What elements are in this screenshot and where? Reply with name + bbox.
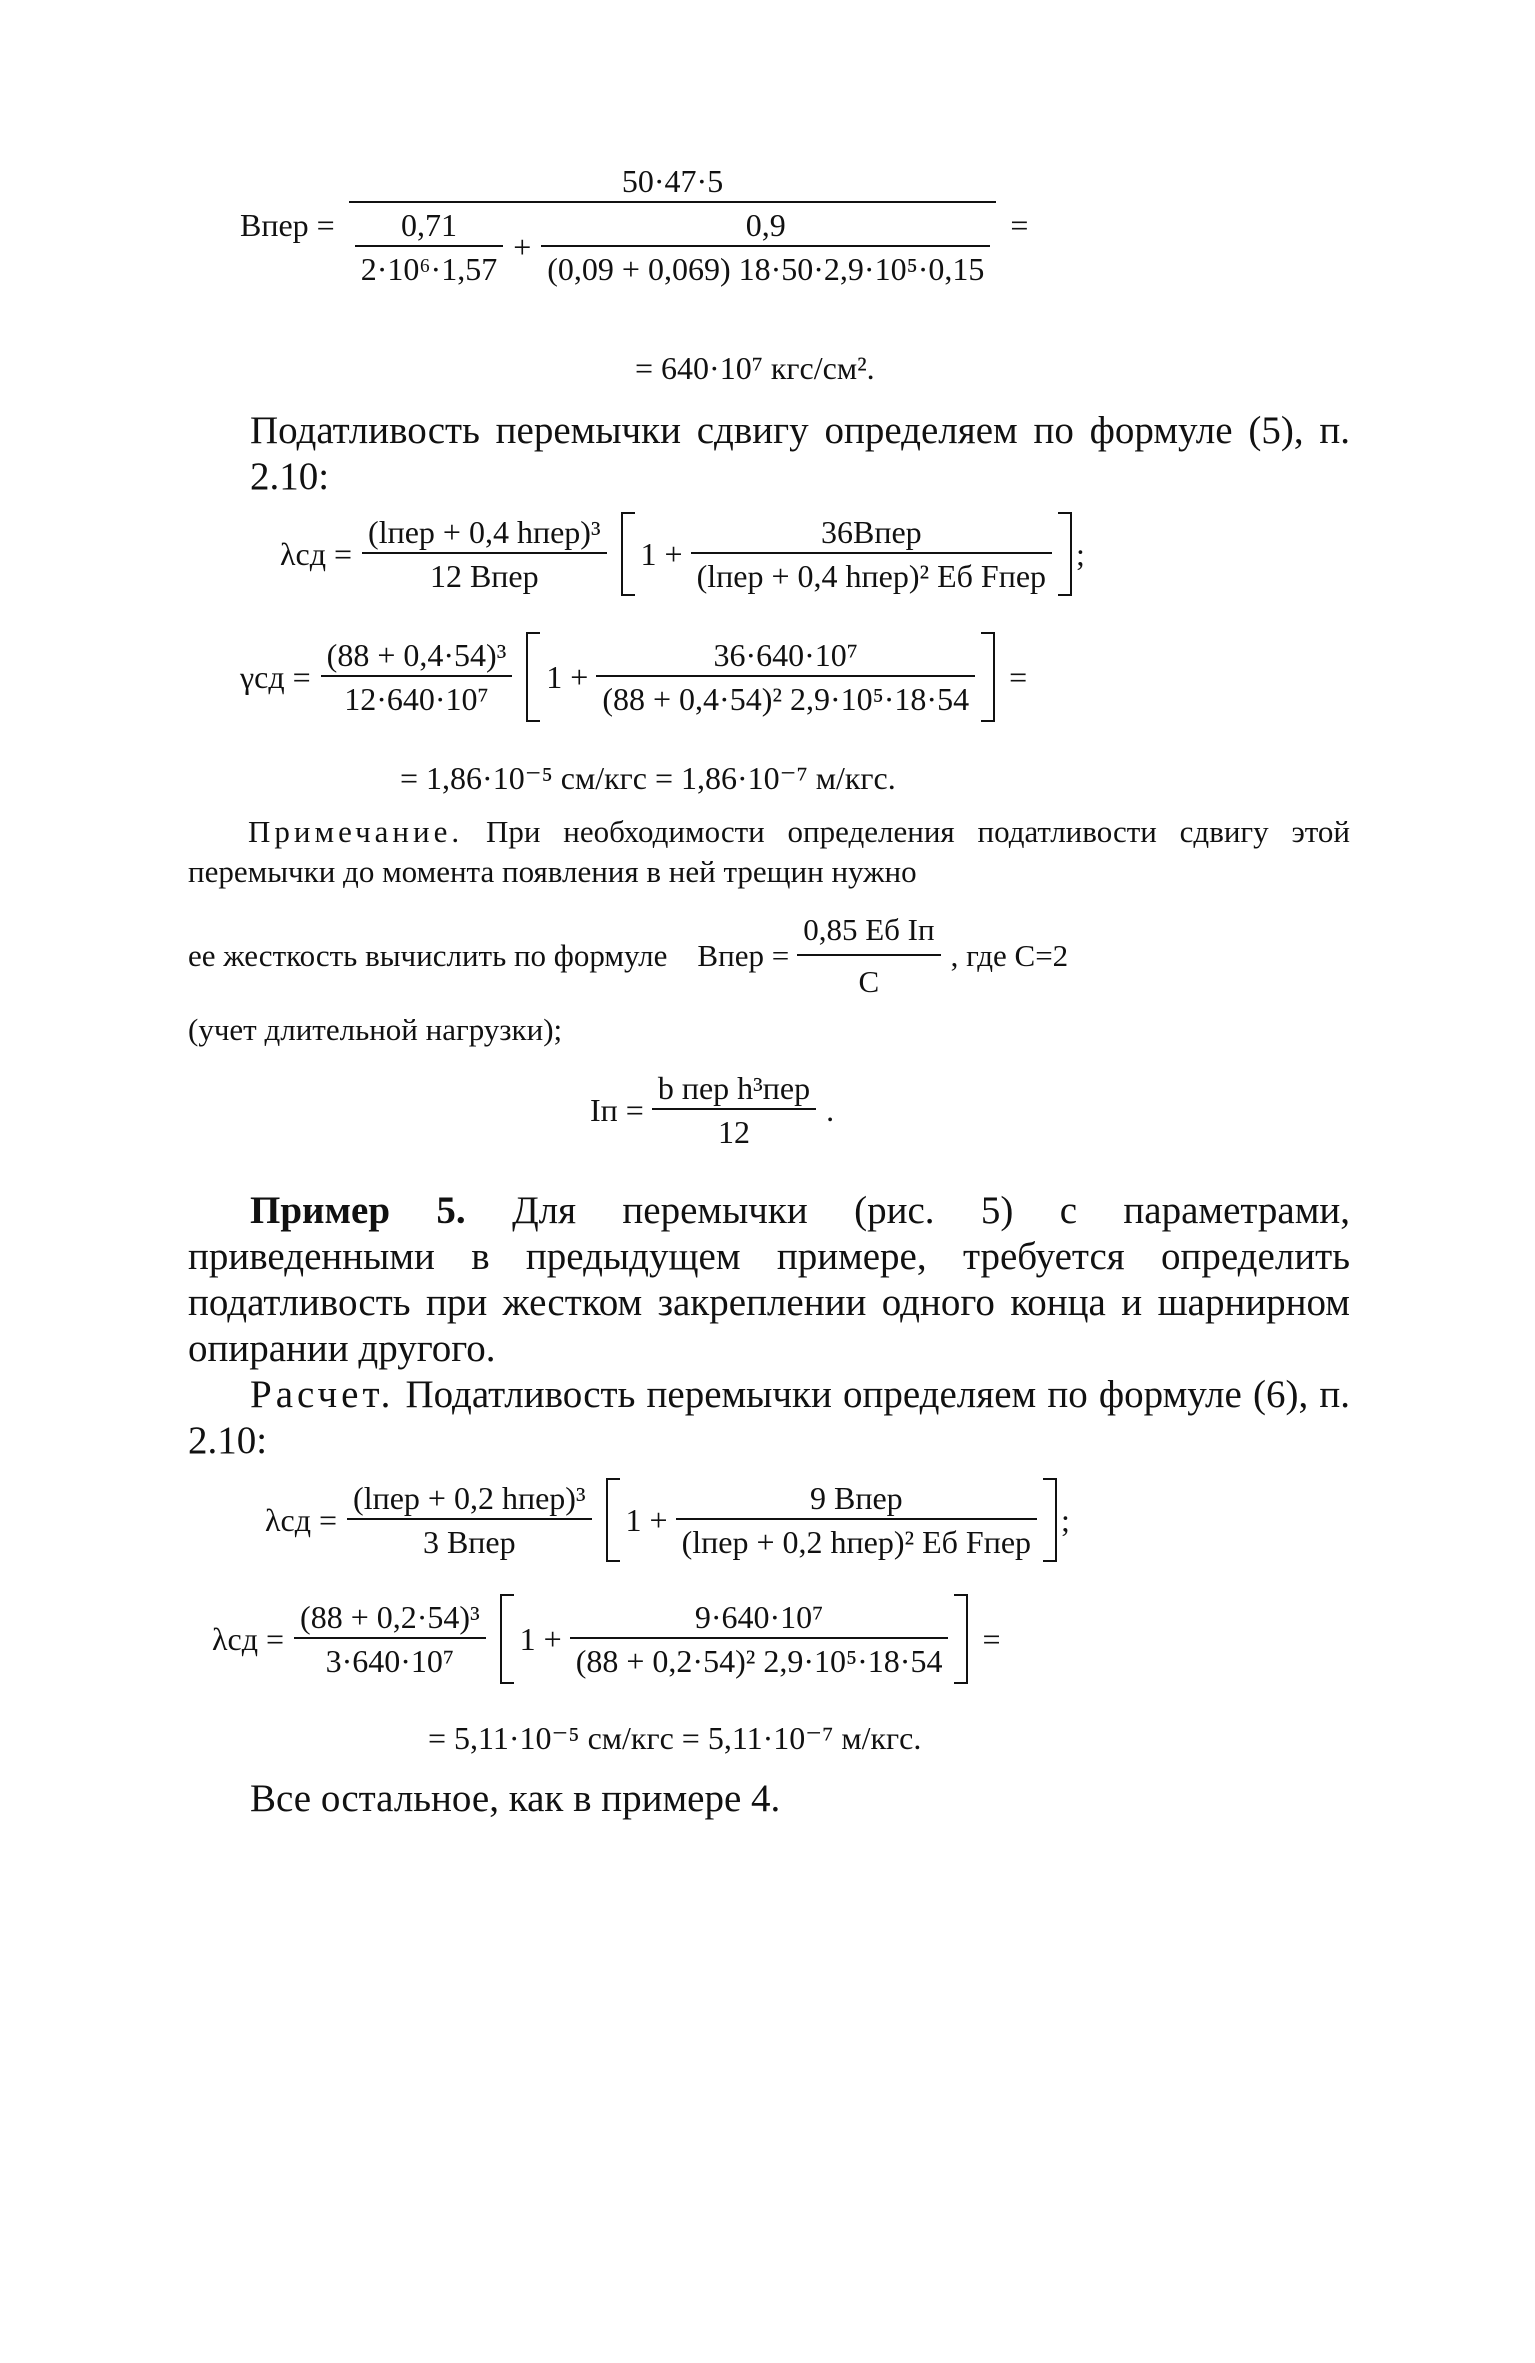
- eq4-one-plus: 1 +: [625, 1502, 668, 1538]
- eq5-inner-den: (88 + 0,2·54)² 2,9·10⁵·18·54: [575, 1643, 943, 1679]
- eq3-inner-fraction: [596, 639, 975, 715]
- eq1-plus: +: [513, 229, 532, 265]
- note-formula-lhs: Bпер =: [697, 938, 790, 973]
- eq5-inner-fraction: [570, 1601, 949, 1677]
- eq4-fraction: [347, 1482, 592, 1558]
- calculation-paragraph: [188, 1372, 1350, 1464]
- example5-title: Пример 5.: [250, 1189, 466, 1232]
- eq2-num: (lпер + 0,4 hпер)³: [368, 514, 601, 550]
- eq2-tail: ;: [1076, 536, 1085, 572]
- equation-lambda-general-6: [265, 1478, 1070, 1562]
- eq2-inner-den: (lпер + 0,4 hпер)² Eб Fпер: [696, 558, 1047, 594]
- eq2-bracket-group: [621, 512, 1073, 596]
- note-line3: (учет длительной нагрузки);: [188, 1012, 563, 1047]
- note-ip-den: 12: [717, 1114, 750, 1150]
- eq2-den: 12 Bпер: [429, 558, 539, 594]
- eq1-term2-den: (0,09 + 0,069) 18·50·2,9·10⁵·0,15: [547, 251, 985, 287]
- eq5-inner-num: 9·640·10⁷: [694, 1599, 824, 1635]
- eq4-num: (lпер + 0,2 hпер)³: [353, 1480, 586, 1516]
- eq5-num: (88 + 0,2·54)³: [300, 1599, 480, 1635]
- note-ip-num: b пер h³пер: [657, 1070, 811, 1106]
- note-ip-lhs: Iп =: [590, 1092, 644, 1128]
- eq3-one-plus: 1 +: [546, 659, 589, 695]
- eq2-fraction: [362, 516, 607, 592]
- note-line2-prefix: ее жесткость вычислить по формуле: [188, 938, 668, 973]
- eq1-term1: [355, 209, 503, 285]
- calc-label: Расчет.: [250, 1373, 395, 1416]
- eq3-num: (88 + 0,4·54)³: [326, 637, 507, 673]
- eq3-den: 12·640·10⁷: [344, 681, 489, 717]
- note-formula-num: 0,85 Eб Iп: [803, 912, 935, 947]
- eq1-lhs: Bпер =: [240, 207, 335, 243]
- eq5-den: 3·640·10⁷: [325, 1643, 455, 1679]
- note-formula-den: C: [858, 964, 880, 999]
- eq5-one-plus: 1 +: [519, 1621, 562, 1657]
- eq5-result: = 5,11·10⁻⁵ см/кгс = 5,11·10⁻⁷ м/кгс.: [428, 1720, 922, 1756]
- eq1-term1-num: 0,71: [400, 207, 457, 243]
- equation-gamma-numeric: [240, 632, 1027, 722]
- eq5-lhs: λсд =: [212, 1621, 285, 1657]
- eq4-den: 3 Bпер: [422, 1524, 516, 1560]
- note-ip-tail: .: [826, 1092, 835, 1128]
- example5-paragraph: [188, 1188, 1350, 1372]
- eq2-inner-fraction: [691, 516, 1052, 592]
- note-ip-fraction: [652, 1072, 816, 1148]
- eq4-tail: ;: [1061, 1502, 1070, 1538]
- eq3-tail: =: [1009, 659, 1028, 695]
- eq1-equals: =: [1010, 207, 1029, 243]
- eq4-inner-den: (lпер + 0,2 hпер)² Eб Fпер: [681, 1524, 1032, 1560]
- eq4-bracket-group: [606, 1478, 1058, 1562]
- eq2-lhs: λсд =: [280, 536, 353, 572]
- eq3-inner-num: 36·640·10⁷: [713, 637, 858, 673]
- eq1-main-fraction: [349, 165, 997, 285]
- equation-b-per: [240, 165, 1028, 285]
- eq1-term1-den: 2·10⁶·1,57: [360, 251, 498, 287]
- eq2-inner-num: 36Bпер: [820, 514, 922, 550]
- example5-text: Для перемычки (рис. 5) с параметрами, приведенными в предыдущем примере, требуется определить податливость при жестком закреплении одного конца и шарнирном опирании другого.: [188, 1189, 1351, 1370]
- eq5-fraction: [294, 1601, 486, 1677]
- eq5-tail: =: [982, 1621, 1001, 1657]
- eq5-bracket-group: [500, 1594, 969, 1684]
- note-line2-suffix: , где C=2: [950, 938, 1069, 973]
- eq3-result: = 1,86·10⁻⁵ см/кгс = 1,86·10⁻⁷ м/кгс.: [400, 760, 896, 796]
- equation-lambda-general-5: [280, 512, 1085, 596]
- eq4-lhs: λсд =: [265, 1502, 338, 1538]
- note-formula-fraction: [797, 910, 940, 1002]
- eq1-term2-num: 0,9: [745, 207, 786, 243]
- eq2-one-plus: 1 +: [640, 536, 683, 572]
- eq1-result: = 640·10⁷ кгс/см².: [635, 350, 875, 386]
- final-line: Все остальное, как в примере 4.: [250, 1777, 781, 1820]
- eq3-fraction: [321, 639, 513, 715]
- eq1-numerator: 50·47·5: [621, 163, 724, 199]
- eq1-term2: [541, 209, 990, 285]
- eq4-inner-fraction: [676, 1482, 1037, 1558]
- eq3-bracket-group: [526, 632, 995, 722]
- note-formula-line: [188, 910, 1068, 1002]
- equation-lambda-numeric: [212, 1594, 1000, 1684]
- note-label: Примечание.: [248, 814, 464, 849]
- note-ip-formula: [590, 1072, 834, 1148]
- eq1-denominator: [349, 203, 997, 285]
- note-line1: При необходимости определения податливости сдвигу этой перемычки до момента появления в ней трещин нужно: [188, 814, 1350, 889]
- paragraph-shear-compliance: Податливость перемычки сдвигу определяем по формуле (5), п. 2.10:: [250, 409, 1350, 498]
- eq4-inner-num: 9 Bпер: [809, 1480, 903, 1516]
- calc-text: Податливость перемычки определяем по формуле (6), п. 2.10:: [188, 1373, 1351, 1462]
- eq3-inner-den: (88 + 0,4·54)² 2,9·10⁵·18·54: [602, 681, 970, 717]
- note-paragraph: [188, 812, 1350, 892]
- eq3-lhs: γсд =: [240, 659, 311, 695]
